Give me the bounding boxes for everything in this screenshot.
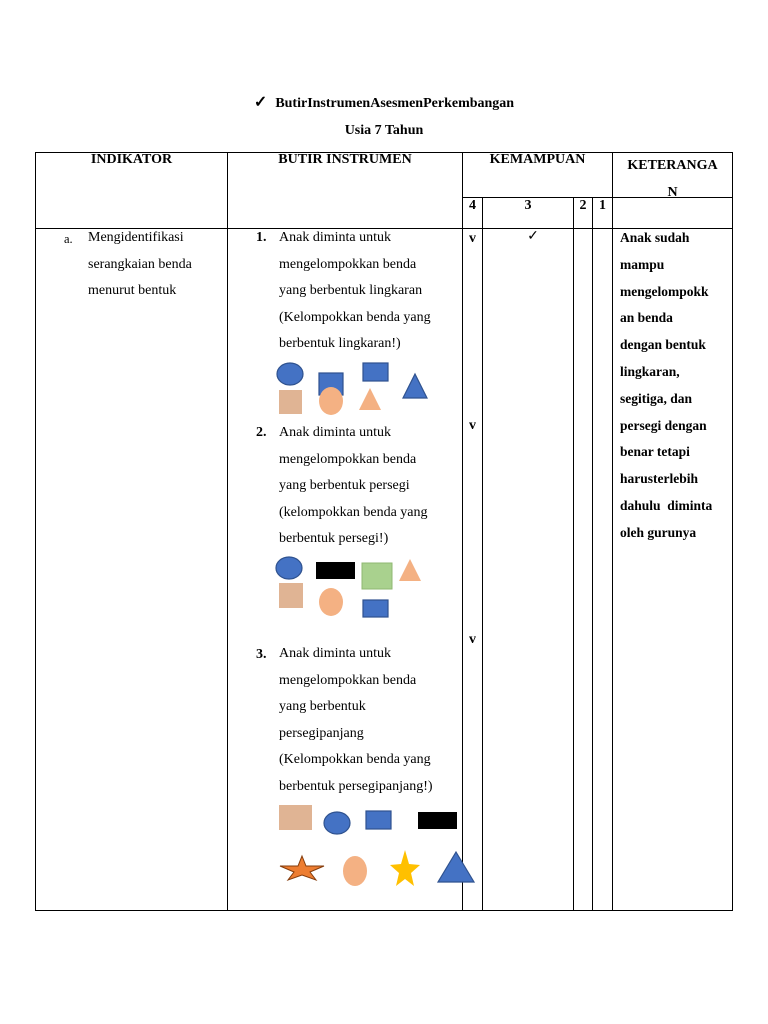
table-divider-butir: [462, 152, 463, 910]
blue-square-shape: [366, 811, 391, 829]
keterangan-line: persegi dengan: [620, 417, 707, 433]
header-score-3: 3: [524, 198, 532, 213]
keterangan-line: lingkaran,: [620, 363, 680, 379]
blue-circle-shape: [276, 557, 302, 579]
document-title: [0, 92, 768, 112]
black-rectangle-shape: [418, 812, 457, 829]
item-1-number: 1.: [256, 230, 267, 245]
keterangan-line: segitiga, dan: [620, 390, 693, 406]
indikator-line: menurut bentuk: [88, 283, 177, 299]
table-divider-indikator: [227, 152, 228, 910]
item-line: Anak diminta untuk: [279, 425, 391, 440]
item-3-shapes: [272, 800, 477, 890]
indikator-line: serangkaian benda: [88, 256, 192, 272]
blue-triangle-shape: [438, 852, 474, 882]
item-3-number: 3.: [256, 647, 267, 662]
keterangan-text: [620, 225, 732, 547]
blue-circle-shape: [277, 363, 303, 385]
indikator-text: [88, 225, 226, 305]
item-1-text: [279, 225, 461, 358]
black-rectangle-shape: [316, 562, 355, 579]
indikator-marker: a.: [64, 232, 73, 246]
item-line: mengelompokkan benda: [279, 256, 417, 272]
keterangan-line: mengelompokk: [620, 283, 709, 299]
item-3-text: [279, 641, 461, 801]
header-score-2: 2: [579, 198, 587, 213]
header-butir-instrumen: BUTIR INSTRUMEN: [278, 152, 412, 167]
item-line: persegipanjang: [279, 725, 364, 741]
salmon-circle-shape: [343, 856, 367, 886]
item-1-score3-check-icon: ✓: [527, 229, 539, 244]
header-score-1: 1: [599, 198, 606, 213]
item-line: berbentuk persegipanjang!): [279, 778, 433, 794]
orange-star-shape: [280, 856, 324, 880]
salmon-circle-shape: [319, 387, 343, 415]
table-divider-score4: [482, 197, 483, 910]
header-kemampuan: KEMAMPUAN: [489, 152, 586, 167]
keterangan-line: dahulu diminta: [620, 497, 713, 513]
table-divider-score2: [592, 197, 593, 910]
item-line: Anak diminta untuk: [279, 230, 391, 245]
keterangan-line: oleh gurunya: [620, 524, 697, 540]
keterangan-line: an benda: [620, 310, 673, 326]
keterangan-line: harusterlebih: [620, 471, 699, 487]
item-2-text: [279, 420, 461, 553]
header-indikator: INDIKATOR: [90, 152, 173, 167]
item-line: Anak diminta untuk: [279, 646, 391, 661]
tan-square-shape: [279, 390, 302, 414]
table-divider-score3: [573, 197, 574, 910]
item-3-score4-mark: v: [469, 632, 476, 647]
item-2-shapes: [272, 555, 462, 620]
header-keterangan-line1: KETERANGA: [627, 158, 718, 173]
document-subtitle: Usia 7 Tahun: [344, 123, 424, 138]
item-line: (Kelompokkan benda yang: [279, 309, 431, 325]
table-divider-kemampuan: [612, 152, 613, 910]
item-line: yang berbentuk lingkaran: [279, 283, 423, 299]
salmon-triangle-shape: [399, 559, 421, 581]
item-line: berbentuk lingkaran!): [279, 336, 401, 352]
item-line: mengelompokkan benda: [279, 451, 417, 467]
title-text: ButirInstrumenAsesmenPerkembangan: [275, 96, 515, 111]
header-keterangan-line2: N: [667, 185, 678, 200]
header-score-4: 4: [469, 198, 476, 213]
item-2-score4-mark: v: [469, 418, 476, 433]
table-border-right: [732, 152, 733, 910]
indikator-line: Mengidentifikasi: [88, 230, 184, 245]
item-line: (kelompokkan benda yang: [279, 504, 428, 520]
yellow-star-shape: [390, 850, 420, 886]
blue-rectangle-shape: [363, 363, 388, 381]
item-1-score4-mark: v: [469, 231, 476, 246]
tan-square-shape: [279, 805, 312, 830]
green-square-shape: [362, 563, 392, 589]
item-2-number: 2.: [256, 425, 267, 440]
item-line: mengelompokkan benda: [279, 672, 417, 688]
item-line: yang berbentuk persegi: [279, 478, 410, 494]
checkmark-icon: ✓: [253, 94, 268, 111]
keterangan-line: mampu: [620, 256, 665, 272]
header-keterangan: [613, 152, 732, 206]
keterangan-line: dengan bentuk: [620, 337, 706, 353]
item-line: (Kelompokkan benda yang: [279, 752, 431, 768]
blue-circle-shape: [324, 812, 350, 834]
keterangan-line: benar tetapi: [620, 444, 690, 460]
blue-triangle-shape: [403, 374, 427, 398]
tan-square-shape: [279, 583, 303, 608]
keterangan-line: Anak sudah: [620, 230, 690, 245]
item-line: yang berbentuk: [279, 699, 366, 715]
salmon-circle-shape: [319, 588, 343, 616]
blue-square-shape: [363, 600, 388, 617]
table-border-left: [35, 152, 36, 910]
item-1-shapes: [272, 360, 462, 420]
table-border-bottom: [35, 910, 733, 911]
item-line: berbentuk persegi!): [279, 531, 389, 547]
salmon-triangle-shape: [359, 388, 381, 410]
